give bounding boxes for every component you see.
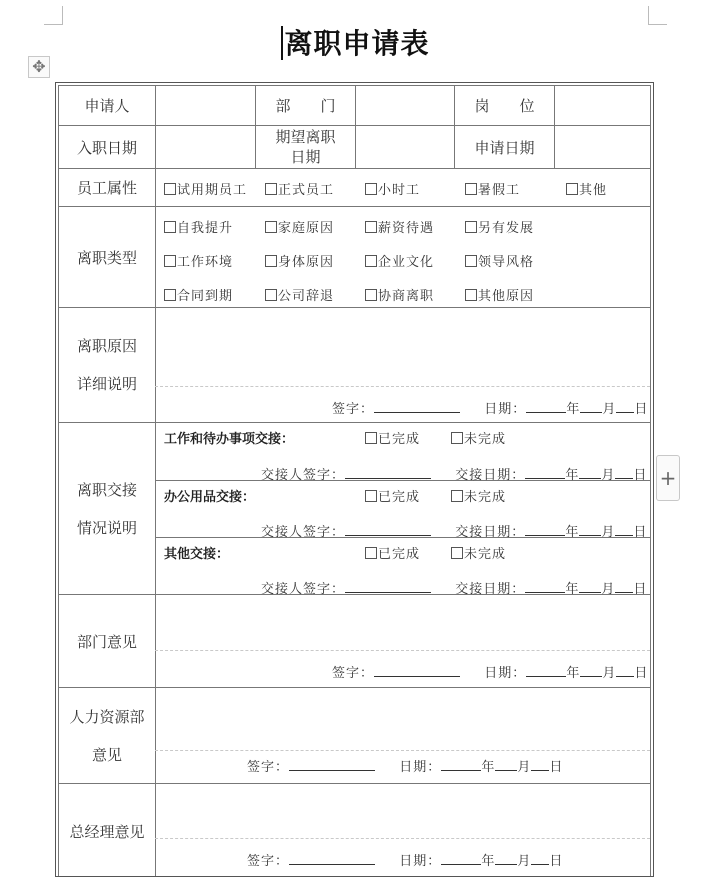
option-other-development[interactable]: 另有发展: [465, 217, 534, 236]
option-salary[interactable]: 薪资待遇: [365, 217, 434, 236]
option-self-improvement[interactable]: 自我提升: [164, 217, 233, 236]
checkbox-icon: [465, 183, 477, 195]
checkbox-icon: [365, 547, 377, 559]
option-other[interactable]: 其他: [566, 179, 607, 198]
handover-work-signature[interactable]: 交接人签字： 交接日期： 年 月 日: [261, 468, 648, 483]
handover-office-not-done[interactable]: 未完成: [451, 486, 506, 505]
label-gm-opinion: 总经理意见: [69, 823, 145, 841]
checkbox-icon: [365, 289, 377, 301]
reason-signature-line[interactable]: 签字： 日期： 年 月 日: [332, 402, 649, 417]
label-apply-date: 申请日期: [474, 138, 535, 157]
apply-date-field[interactable]: [555, 126, 652, 168]
handover-other-signature[interactable]: 交接人签字： 交接日期： 年 月 日: [261, 582, 648, 597]
checkbox-icon: [465, 221, 477, 233]
checkbox-icon: [365, 221, 377, 233]
label-handover: 离职交接 情况说明: [76, 480, 137, 537]
handover-office-done[interactable]: 已完成: [365, 486, 420, 505]
option-hourly[interactable]: 小时工: [365, 179, 420, 198]
checkbox-icon: [265, 183, 277, 195]
label-employee-type: 员工属性: [76, 179, 137, 197]
checkbox-icon: [164, 221, 176, 233]
label-dept-opinion: 部门意见: [76, 632, 137, 651]
checkbox-icon: [164, 183, 176, 195]
applicant-field[interactable]: [156, 86, 255, 125]
option-contract-expired[interactable]: 合同到期: [164, 285, 233, 304]
form-inner-border: [58, 85, 651, 876]
option-family[interactable]: 家庭原因: [265, 217, 334, 236]
option-dismissed[interactable]: 公司辞退: [265, 285, 334, 304]
resignation-form-table: [55, 82, 654, 877]
option-work-environment[interactable]: 工作环境: [164, 251, 233, 270]
label-department: 部 门: [275, 97, 336, 115]
plus-icon[interactable]: +: [656, 455, 680, 501]
handover-office-signature[interactable]: 交接人签字： 交接日期： 年 月 日: [261, 525, 648, 540]
checkbox-icon: [451, 547, 463, 559]
label-applicant: 申请人: [84, 97, 130, 115]
handover-office-title: 办公用品交接：: [164, 490, 256, 505]
checkbox-icon: [164, 289, 176, 301]
label-hr-opinion: 人力资源部 意见: [69, 707, 145, 764]
option-probation[interactable]: 试用期员工: [164, 179, 247, 198]
label-reason-detail: 离职原因 详细说明: [76, 337, 137, 393]
checkbox-icon: [451, 490, 463, 502]
move-icon[interactable]: ✥: [28, 56, 50, 78]
checkbox-icon: [365, 255, 377, 267]
option-other-reason[interactable]: 其他原因: [465, 285, 534, 304]
hr-signature-line[interactable]: 签字： 日期： 年 月 日: [247, 760, 564, 775]
text-cursor: [281, 26, 283, 60]
department-field[interactable]: [356, 86, 454, 125]
handover-work-not-done[interactable]: 未完成: [451, 428, 506, 447]
handover-other-not-done[interactable]: 未完成: [451, 543, 506, 562]
page-title: 离职申请表: [284, 27, 430, 60]
option-summer[interactable]: 暑假工: [465, 179, 520, 198]
checkbox-icon: [365, 432, 377, 444]
entry-date-field[interactable]: [156, 126, 255, 168]
handover-work-title: 工作和待办事项交接：: [164, 432, 295, 447]
option-culture[interactable]: 企业文化: [365, 251, 434, 270]
checkbox-icon: [265, 255, 277, 267]
handover-other-title: 其他交接：: [164, 547, 230, 562]
option-health[interactable]: 身体原因: [265, 251, 334, 270]
handover-work-done[interactable]: 已完成: [365, 428, 420, 447]
handover-other-done[interactable]: 已完成: [365, 543, 420, 562]
checkbox-icon: [265, 221, 277, 233]
label-leave-type: 离职类型: [76, 248, 137, 267]
checkbox-icon: [465, 255, 477, 267]
label-entry-date: 入职日期: [76, 138, 137, 157]
option-negotiated[interactable]: 协商离职: [365, 285, 434, 304]
label-expected-leave-date: 期望离职 日期: [275, 128, 336, 166]
position-field[interactable]: [555, 86, 652, 125]
label-position: 岗 位: [474, 97, 535, 115]
checkbox-icon: [365, 490, 377, 502]
gm-signature-line[interactable]: 签字： 日期： 年 月 日: [247, 854, 564, 869]
checkbox-icon: [465, 289, 477, 301]
option-regular[interactable]: 正式员工: [265, 179, 334, 198]
checkbox-icon: [164, 255, 176, 267]
checkbox-icon: [566, 183, 578, 195]
expected-leave-date-field[interactable]: [356, 126, 454, 168]
checkbox-icon: [365, 183, 377, 195]
checkbox-icon: [451, 432, 463, 444]
checkbox-icon: [265, 289, 277, 301]
dept-signature-line[interactable]: 签字： 日期： 年 月 日: [332, 666, 649, 681]
option-leadership[interactable]: 领导风格: [465, 251, 534, 270]
